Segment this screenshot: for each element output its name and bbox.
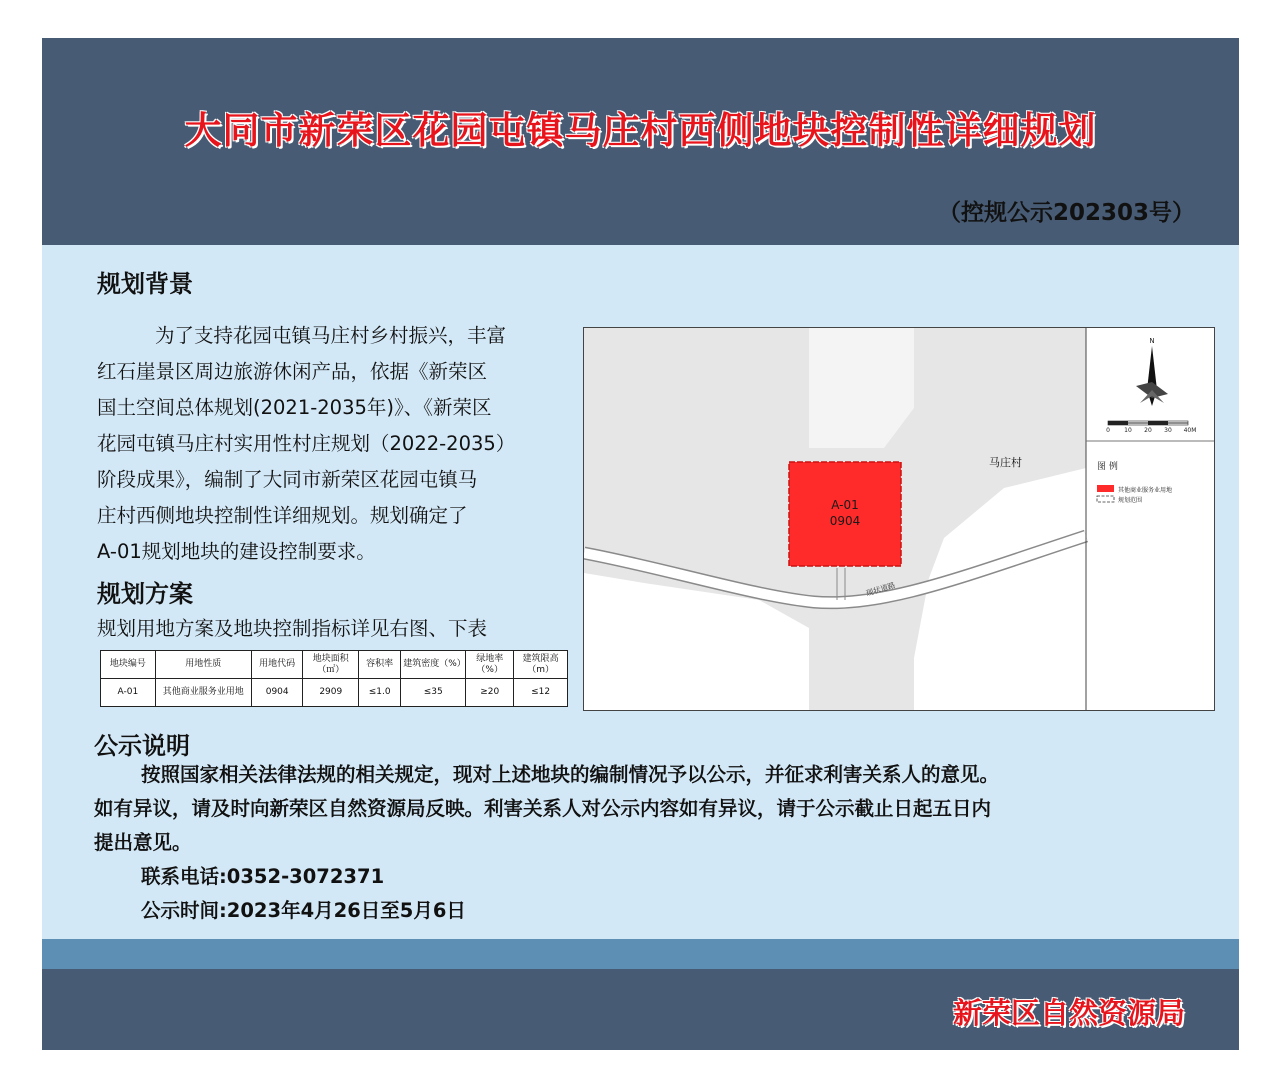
table-cell: 其他商业服务业用地 [155, 679, 251, 707]
notice-line: 如有异议，请及时向新荣区自然资源局反映。利害关系人对公示内容如有异议，请于公示截止日起五日内 [94, 797, 992, 820]
notice-heading: 公示说明 [94, 732, 190, 760]
department-name: 新荣区自然资源局 [952, 996, 1185, 1030]
footer-strip [42, 939, 1239, 969]
background-line: 国土空间总体规划(2021-2035年)》、《新荣区 [97, 396, 492, 419]
table-header-cell: 容积率 [359, 651, 401, 679]
legend-item-label: 规划范围 [1118, 497, 1143, 504]
header-band [42, 38, 1239, 245]
scale-label: 30 [1164, 427, 1172, 434]
north-label: N [1149, 337, 1155, 345]
plot-id-label: A-01 [831, 498, 859, 512]
scale-label: 40M [1183, 427, 1197, 434]
table-header-cell: 建筑密度（%） [401, 651, 466, 679]
legend-swatch-boundary [1097, 496, 1114, 502]
scale-label: 0 [1106, 427, 1110, 434]
notice-line: 按照国家相关法律法规的相关规定，现对上述地块的编制情况予以公示，并征求利害关系人的意见。 [141, 763, 1000, 786]
notice-line: 提出意见。 [94, 831, 192, 854]
site-map-drawing [584, 328, 1214, 710]
site-map [583, 327, 1215, 711]
table-header-cell: 用地代码 [251, 651, 303, 679]
legend-item-label: 其他商业服务业用地 [1118, 487, 1173, 494]
table-row [101, 679, 568, 707]
page-title: 大同市新荣区花园屯镇马庄村西侧地块控制性详细规划 [184, 109, 1097, 152]
legend-title: 图 例 [1097, 462, 1118, 472]
table-cell: ≤12 [514, 679, 568, 707]
legend-swatch-plot [1097, 485, 1114, 492]
village-label: 马庄村 [989, 456, 1022, 469]
scheme-text: 规划用地方案及地块控制指标详见右图、下表 [97, 617, 488, 640]
control-index-table [100, 650, 568, 707]
background-heading: 规划背景 [97, 270, 193, 298]
table-header-cell: 建筑限高（m） [514, 651, 568, 679]
scale-segment [1148, 421, 1168, 425]
notice-number: （控规公示202303号） [937, 200, 1195, 226]
table-header-row [101, 651, 568, 679]
table-cell: A-01 [101, 679, 156, 707]
scale-label: 20 [1144, 427, 1152, 434]
scheme-heading: 规划方案 [97, 580, 193, 608]
table-cell: 0904 [251, 679, 303, 707]
background-line: 花园屯镇马庄村实用性村庄规划（2022-2035） [97, 432, 516, 455]
notice-board [42, 38, 1239, 1050]
table-header-cell: 绿地率（%） [466, 651, 514, 679]
notice-text [94, 758, 1194, 928]
scale-segment [1108, 421, 1128, 425]
footer-band [42, 969, 1239, 1050]
table-header-cell: 地块面积（㎡） [303, 651, 359, 679]
table-header-cell: 用地性质 [155, 651, 251, 679]
background-text [97, 318, 587, 570]
background-line: 庄村西侧地块控制性详细规划。规划确定了 [97, 504, 468, 527]
scale-label: 10 [1124, 427, 1132, 434]
background-line: 红石崖景区周边旅游休闲产品，依据《新荣区 [97, 360, 488, 383]
table-cell: ≤1.0 [359, 679, 401, 707]
background-line: 阶段成果》，编制了大同市新荣区花园屯镇马 [97, 468, 478, 491]
notice-period: 公示时间:2023年4月26日至5月6日 [141, 899, 466, 922]
table-header-cell: 地块编号 [101, 651, 156, 679]
background-line: A-01规划地块的建设控制要求。 [97, 540, 376, 563]
road-label: 现状道路 [864, 580, 897, 598]
plot-code-label: 0904 [829, 514, 861, 528]
table-cell: 2909 [303, 679, 359, 707]
table-cell: ≤35 [401, 679, 466, 707]
contact-phone: 联系电话:0352-3072371 [141, 865, 385, 888]
background-line: 为了支持花园屯镇马庄村乡村振兴，丰富 [155, 324, 507, 347]
table-cell: ≥20 [466, 679, 514, 707]
